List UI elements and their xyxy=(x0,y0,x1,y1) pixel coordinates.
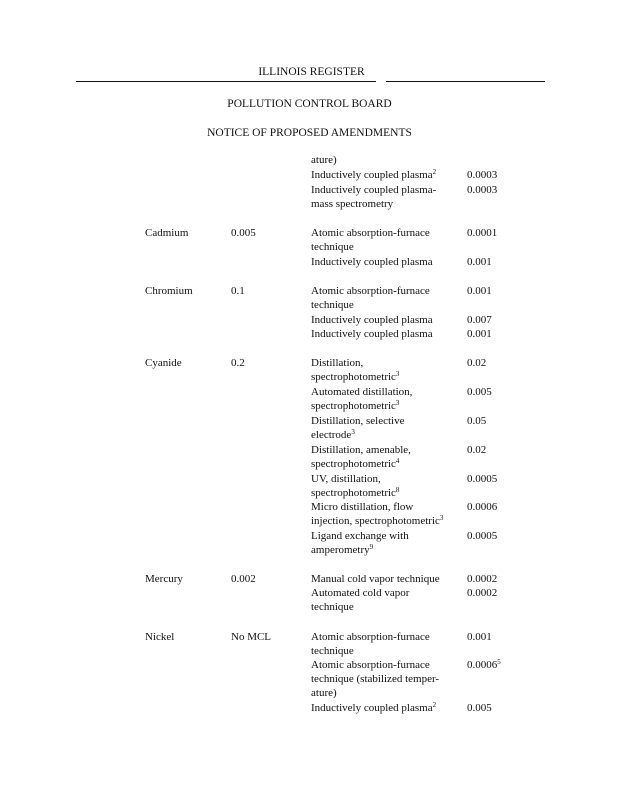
footnote-marker: 3 xyxy=(439,514,444,522)
detection-limit-text: 0.0002 xyxy=(467,573,498,585)
method-line-text: Distillation, xyxy=(311,357,364,369)
detection-limit xyxy=(467,168,497,182)
footnote-marker: 3 xyxy=(395,370,400,378)
detection-limit xyxy=(467,658,501,672)
detection-limit-text: 0.0005 xyxy=(467,530,498,542)
method-line xyxy=(311,197,393,211)
footnote-marker: 3 xyxy=(351,428,355,436)
detection-limit xyxy=(467,630,492,644)
method-line xyxy=(311,414,404,428)
agency-title: POLLUTION CONTROL BOARD xyxy=(227,98,392,110)
method-line xyxy=(311,686,337,700)
detection-limit-text: 0.001 xyxy=(467,631,492,643)
method-line-text: Distillation, selective xyxy=(311,415,405,427)
header-rule-right xyxy=(386,81,545,82)
contaminant-name xyxy=(145,572,183,586)
mcl-value xyxy=(231,572,256,586)
method-line xyxy=(311,630,430,644)
contaminant-name xyxy=(145,226,188,240)
contaminant-name xyxy=(145,284,193,298)
detection-limit xyxy=(467,472,497,486)
method-line-text: UV, distillation, xyxy=(311,473,381,485)
method-line-text: ature) xyxy=(311,154,337,166)
method-line xyxy=(311,701,436,715)
method-line xyxy=(311,327,433,341)
detection-limit xyxy=(467,586,497,600)
method-line-text: spectrophotometric xyxy=(311,400,396,412)
detection-limit-text: 0.0005 xyxy=(467,473,498,485)
footnote-marker: 3 xyxy=(395,399,400,407)
method-line-text: technique xyxy=(311,645,354,657)
detection-limit-text: 0.0006 xyxy=(467,501,498,513)
method-line-text: Inductively coupled plasma- xyxy=(311,184,437,196)
contaminant-name-text: Chromium xyxy=(145,285,193,297)
detection-limit xyxy=(467,183,497,197)
detection-limit-text: 0.05 xyxy=(467,415,487,427)
method-line-text: Atomic absorption-furnace xyxy=(311,227,430,239)
mcl-value-text: No MCL xyxy=(231,631,272,643)
detection-limit-text: 0.001 xyxy=(467,285,492,297)
mcl-value xyxy=(231,356,245,370)
method-line xyxy=(311,457,399,471)
method-line xyxy=(311,586,409,600)
detection-limit-text: 0.02 xyxy=(467,357,487,369)
method-line xyxy=(311,572,440,586)
method-line xyxy=(311,672,439,686)
method-line-text: Micro distillation, flow xyxy=(311,501,414,513)
method-line-text: Manual cold vapor technique xyxy=(311,573,440,585)
method-line-text: Inductively coupled plasma xyxy=(311,702,433,714)
detection-limit-text: 0.001 xyxy=(467,328,492,340)
method-line-text: Atomic absorption-furnace xyxy=(311,285,430,297)
method-line xyxy=(311,313,433,327)
detection-limit-text: 0.0001 xyxy=(467,227,498,239)
method-line-text: Inductively coupled plasma xyxy=(311,314,433,326)
detection-limit-text: 0.0002 xyxy=(467,587,498,599)
detection-limit xyxy=(467,414,486,428)
method-line-text: technique (stabilized temper- xyxy=(311,673,440,685)
mcl-value-text: 0.2 xyxy=(231,357,245,369)
method-line xyxy=(311,183,436,197)
method-line xyxy=(311,600,354,614)
method-line xyxy=(311,472,381,486)
method-line xyxy=(311,240,354,254)
method-line-text: Ligand exchange with xyxy=(311,530,409,542)
detection-limit xyxy=(467,255,492,269)
method-line xyxy=(311,543,373,557)
method-line xyxy=(311,168,436,182)
contaminant-name-text: Nickel xyxy=(145,631,175,643)
contaminant-name xyxy=(145,630,174,644)
method-line xyxy=(311,356,363,370)
mcl-value xyxy=(231,284,245,298)
method-line-text: Atomic absorption-furnace xyxy=(311,631,430,643)
method-line xyxy=(311,529,409,543)
header-rule-left xyxy=(76,81,376,82)
contaminant-name-text: Cyanide xyxy=(145,357,182,369)
detection-limit-text: 0.0006 xyxy=(467,659,498,671)
detection-limit-text: 0.02 xyxy=(467,444,487,456)
detection-limit xyxy=(467,327,492,341)
method-line xyxy=(311,298,354,312)
footnote-marker: 2 xyxy=(432,701,437,709)
method-line-text: Distillation, amenable, xyxy=(311,444,411,456)
method-line xyxy=(311,255,433,269)
method-line-text: Inductively coupled plasma xyxy=(311,328,433,340)
method-line-text: Inductively coupled plasma xyxy=(311,169,433,181)
mcl-value xyxy=(231,226,256,240)
method-line xyxy=(311,399,399,413)
footnote-marker: 2 xyxy=(432,168,437,176)
method-line xyxy=(311,500,413,514)
method-line-text: mass spectrometry xyxy=(311,198,394,210)
method-line xyxy=(311,486,399,500)
mcl-value-text: 0.1 xyxy=(231,285,245,297)
method-line xyxy=(311,284,430,298)
method-line-text: ature) xyxy=(311,687,337,699)
footnote-marker: 5 xyxy=(497,658,501,666)
method-line xyxy=(311,658,430,672)
method-line-text: electrode xyxy=(311,429,352,441)
mcl-value xyxy=(231,630,271,644)
method-line xyxy=(311,443,411,457)
detection-limit xyxy=(467,500,497,514)
detection-limit xyxy=(467,385,492,399)
detection-limit xyxy=(467,572,497,586)
footnote-marker: 4 xyxy=(395,457,400,465)
detection-limit-text: 0.005 xyxy=(467,386,492,398)
detection-limit xyxy=(467,356,486,370)
method-line-text: Automated cold vapor xyxy=(311,587,410,599)
method-line xyxy=(311,514,443,528)
method-line xyxy=(311,153,337,167)
method-line-text: technique xyxy=(311,241,354,253)
method-line-text: injection, spectrophotometric xyxy=(311,515,440,527)
method-line-text: technique xyxy=(311,601,354,613)
notice-title: NOTICE OF PROPOSED AMENDMENTS xyxy=(207,127,412,139)
detection-limit xyxy=(467,701,492,715)
method-line-text: Inductively coupled plasma xyxy=(311,256,433,268)
register-title: ILLINOIS REGISTER xyxy=(258,66,365,78)
method-line xyxy=(311,370,399,384)
mcl-value-text: 0.005 xyxy=(231,227,256,239)
method-line-text: Automated distillation, xyxy=(311,386,413,398)
method-line-text: spectrophotometric xyxy=(311,371,396,383)
mcl-value-text: 0.002 xyxy=(231,573,256,585)
contaminant-name-text: Mercury xyxy=(145,573,183,585)
detection-limit-text: 0.0003 xyxy=(467,184,498,196)
detection-limit-text: 0.0003 xyxy=(467,169,498,181)
detection-limit xyxy=(467,529,497,543)
method-line-text: spectrophotometric xyxy=(311,487,396,499)
detection-limit xyxy=(467,313,492,327)
method-line xyxy=(311,428,355,442)
contaminant-name xyxy=(145,356,182,370)
method-line xyxy=(311,385,412,399)
method-line-text: Atomic absorption-furnace xyxy=(311,659,430,671)
detection-limit xyxy=(467,284,492,298)
detection-limit-text: 0.007 xyxy=(467,314,492,326)
footnote-marker: 9 xyxy=(369,543,374,551)
contaminant-name-text: Cadmium xyxy=(145,227,189,239)
detection-limit xyxy=(467,226,497,240)
detection-limit-text: 0.001 xyxy=(467,256,492,268)
method-line-text: spectrophotometric xyxy=(311,458,396,470)
method-line-text: amperometry xyxy=(311,544,370,556)
detection-limit-text: 0.005 xyxy=(467,702,492,714)
method-line xyxy=(311,644,354,658)
method-line xyxy=(311,226,430,240)
method-line-text: technique xyxy=(311,299,354,311)
footnote-marker: 8 xyxy=(395,486,400,494)
detection-limit xyxy=(467,443,486,457)
